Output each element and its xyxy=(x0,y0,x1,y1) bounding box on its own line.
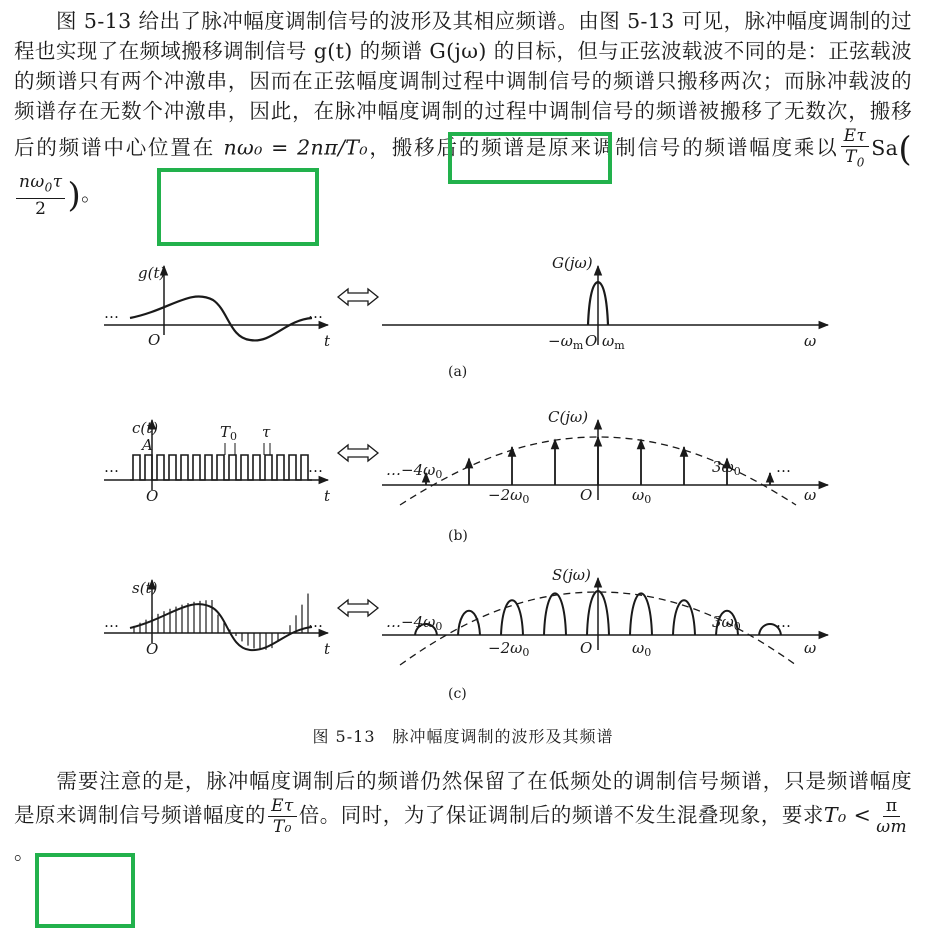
origin-c-time: O xyxy=(146,640,159,658)
origin-b-time: O xyxy=(146,487,159,505)
g-t-label: g(t) xyxy=(138,264,166,282)
dots-c-right: … xyxy=(308,613,323,631)
amplitude-A: A xyxy=(142,436,153,454)
tick-neg2w0-b: $-2\omega_0$ xyxy=(488,486,530,506)
dots-b-freq-right: … xyxy=(776,458,791,476)
w-axis-label-c: ω xyxy=(804,639,817,657)
tick-3w0-b: $3\omega_0$ xyxy=(712,458,741,478)
paragraph-2-text: 需要注意的是，脉冲幅度调制后的频谱仍然保留了在低频处的调制信号频谱，只是频谱幅度是原来调制信号频谱幅度的 xyxy=(14,769,912,827)
dots-c-freq-right: … xyxy=(776,613,791,631)
tau-label: τ xyxy=(262,423,271,441)
panel-a xyxy=(104,254,828,380)
neg-wm-label: $-\omega_m$ xyxy=(548,332,584,352)
paragraph-1-text: 图 5-13 给出了脉冲幅度调制信号的波形及其相应频谱。由图 5-13 可见，脉冲幅度调制的过程也实现了在频域搬移调制信号 g(t) 的频谱 G(jω) 的目标，但与正弦波载波不同的是：正弦载波的频谱只有两个冲激串，因而在正弦幅度调制过程中调制信号的频谱只搬移两次；而脉冲载波的频谱存在无数个冲激串，因此，在脉冲幅度调制的过程中调制信号的频谱被搬移了无数次，搬移后的频谱中心位置在 xyxy=(14,9,912,160)
w-axis-label-a: ω xyxy=(804,332,817,350)
double-arrow-c xyxy=(338,600,378,616)
tick-w0-c: $\omega_0$ xyxy=(632,639,652,659)
s-t-label: s(t) xyxy=(132,579,158,597)
period-T0-label: $T_0$ xyxy=(220,423,238,443)
dots-a-right: … xyxy=(308,304,323,322)
paragraph-2 xyxy=(14,766,912,867)
C-jw-label: C(jω) xyxy=(548,408,589,426)
pos-wm-label: $\omega_m$ xyxy=(602,332,625,352)
formula-amplitude-factor: $\frac{E\tau}{T_0}$ Sa( $\frac{n\omega_0\tau}{2}$ ) xyxy=(14,136,912,206)
pulse-train xyxy=(130,455,312,480)
tick-w0-b: $\omega_0$ xyxy=(632,486,652,506)
paragraph-1-text-middle: ，搬移后的频谱是原来调制信号的频谱幅度乘以 xyxy=(367,135,839,160)
lobe--1 xyxy=(544,593,566,635)
tick-neg2w0-c: $-2\omega_0$ xyxy=(488,639,530,659)
panel-a-tag: (a) xyxy=(448,364,468,380)
G-jw-label: G(jω) xyxy=(552,254,593,272)
panel-c xyxy=(104,566,828,702)
origin-a-time: O xyxy=(148,331,161,349)
w-axis-label-b: ω xyxy=(804,486,817,504)
t-axis-label-b: t xyxy=(324,487,331,505)
t-axis-label-c: t xyxy=(324,640,331,658)
paragraph-2-text-middle: 倍。同时，为了保证调制后的频谱不发生混叠现象，要求 xyxy=(298,803,824,827)
formula-ratio: $\frac{E\tau}{\text{T₀}}$ xyxy=(268,796,297,837)
panel-c-tag: (c) xyxy=(448,686,467,702)
panel-b xyxy=(104,408,828,544)
double-arrow-a xyxy=(338,289,378,305)
origin-a-freq: O xyxy=(585,332,598,350)
origin-c-freq: O xyxy=(580,639,593,657)
dots-b-left: … xyxy=(104,458,119,476)
t-axis-label-a: t xyxy=(324,332,331,350)
S-jw-label: S(jω) xyxy=(552,566,591,584)
lobe--3 xyxy=(458,611,480,635)
dots-a-left: … xyxy=(104,304,119,322)
double-arrow-b xyxy=(338,445,378,461)
dots-c-left: … xyxy=(104,613,119,631)
tick-neg4w0-c: $\dots-4\omega_0$ xyxy=(386,613,443,633)
formula-condition: T₀ < $\frac{\pi}{\omega m}$ xyxy=(823,796,907,837)
tick-3w0-c: $3\omega_0$ xyxy=(712,613,741,633)
c-t-label: c(t) xyxy=(132,419,159,437)
lobe--2 xyxy=(501,600,523,635)
paragraph-2-end: 。 xyxy=(14,840,35,864)
tick-neg4w0-b: $\dots-4\omega_0$ xyxy=(386,461,443,481)
paragraph-1-end: 。 xyxy=(81,182,103,207)
panel-b-tag: (b) xyxy=(448,528,468,544)
formula-spectrum-center: nω₀ = 2nπ/T₀ xyxy=(223,135,368,160)
origin-b-freq: O xyxy=(580,486,593,504)
dots-b-right: … xyxy=(308,458,323,476)
figure-caption: 图 5-13 脉冲幅度调制的波形及其频谱 xyxy=(312,727,614,746)
sampled-signal-bars xyxy=(134,594,308,650)
lobe-1 xyxy=(630,593,652,635)
